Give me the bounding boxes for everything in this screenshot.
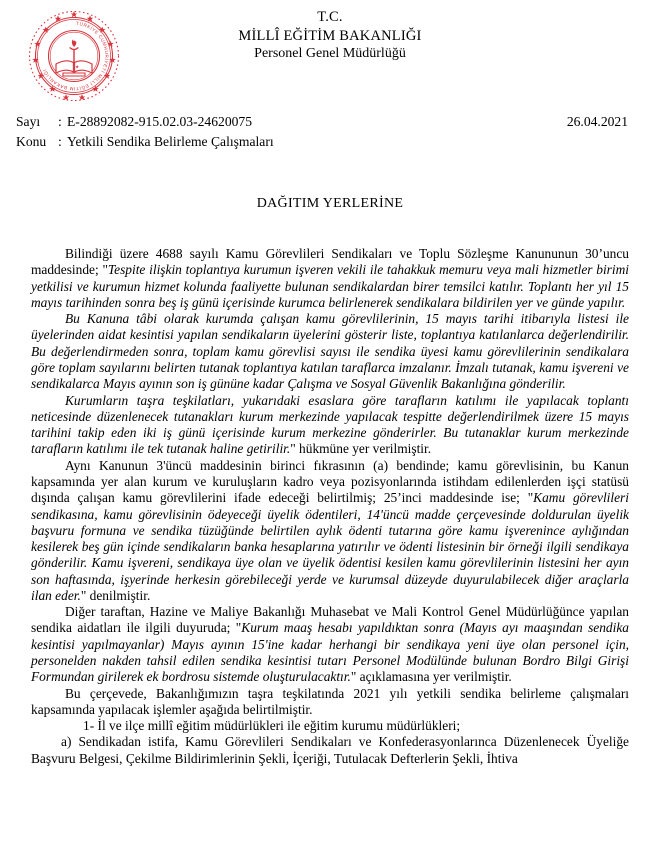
sayi-label: Sayı [16,114,41,129]
konu-label: Konu [16,134,47,150]
paragraph-p6 [31,686,629,719]
segment-italic: Kamu görevlileri sendikasına, kamu görevlisinin ödeyeceği üyelik ödentileri, 14'üncü madde çerçevesinde doldurulan üyelik başvuru formuna ve sendika tüzüğünde belirtilen aylık ödenti tutarına göre kamu işverenince aylığından kesilerek beş gün içinde sendikaların banka hesaplarına yatırılır ve ödenti listesinin bir örneği ilgili sendikaya gönderilir. Kamu işvereni, sendikaya üye olan ve üyelik ödentisi kesilen kamu görevlilerinin listesini her ayın son haftasında, işyerinde herkesin görebileceği yerde ve kurumsal düzeyde duyurulabilecek diğer araçlarla ilan eder. [31,490,629,603]
department-name: Personel Genel Müdürlüğü [254,46,406,62]
sayi-separator: : [58,114,62,129]
document-body [0,246,660,767]
segment-normal: " açıklamasına yer verilmiştir. [350,669,512,685]
segment-normal: 1- İl ve ilçe millî eğitim müdürlükleri ile eğitim kurumu müdürlükleri; [83,718,461,734]
konu-separator: : [58,134,62,150]
letterhead [0,0,660,112]
republic-label: T.C. [317,9,343,25]
document-meta [0,112,660,158]
segment-normal: Diğer taraftan, Hazine ve Maliye Bakanlığı Muhasebat ve Mali Kontrol Genel Müdürlüğünce yapılan sendika aidatları ile ilgili duyuruda; " [31,604,629,636]
paragraph-p2 [31,311,629,392]
segment-normal: " denilmiştir. [80,587,151,603]
paragraph-item1 [31,718,629,734]
document-date: 26.04.2021 [566,114,628,129]
segment-italic: Kurum maaş hesabı yapıldıktan sonra (Mayıs ayı maaşından sendika kesintisi yapılmayanlar) Mayıs ayının 15'ine kadar herhangi bir sendikaya yeni üye olan personel için, personelden nakden tahsil edilen sendika kesintisi tutarı Personel Modülünde bulunan Bordro Bilgi Girişi Formundan girilerek ek bordrosu sistemde oluşturulacaktır. [31,620,629,685]
segment-normal: " hükmüne yer verilmiştir. [290,441,432,457]
ministry-seal-icon [22,6,126,106]
segment-normal: Aynı Kanunun 3'üncü maddesinin birinci fıkrasının (a) bendinde; kamu görevlisinin, bu Kanun kapsamında yer alan kurum ve kuruluşların kadro veya pozisyonlarında istihdam edilenlerden işçi statüsü dışında çalışan kamu görevlilerini ifade edeceği belirtilmiş; 25’inci maddesinde ise; " [31,457,629,506]
letterhead-titles [150,8,510,63]
paragraph-itemA [31,734,629,767]
konu-value: Yetkili Sendika Belirleme Çalışmaları [67,134,274,150]
konu-row [16,132,630,152]
paragraph-p5 [31,604,629,685]
segment-normal: Bilindiği üzere 4688 sayılı Kamu Görevlileri Sendikaları ve Toplu Sözleşme Kanununun 30’uncu maddesinde; " [31,246,629,278]
paragraph-p3 [31,393,629,458]
segment-normal: a) Sendikadan istifa, Kamu Görevlileri Sendikaları ve Konfederasyonlarınca Düzenlenecek Üyeliğe Başvuru Belgesi, Çekilme Bildirimlerinin Şekli, İçeriği, Tutulacak Defterlerin Şekli, İhtiva [31,734,629,766]
paragraph-p4 [31,458,629,605]
ministry-name: MİLLÎ EĞİTİM BAKANLIĞI [238,27,422,44]
segment-italic: Bu Kanuna tâbi olarak kurumda çalışan kamu görevlilerinin, 15 mayıs tarihi itibarıyla listesi ile üyelerinden aidat kesintisi yapılan sendikaların üyelerini gösterir liste, toplantıya katılanlarca değerlendirilir. Bu değerlendirmeden sonra, toplam kamu görevlisi sayısı ile sendika üyesi kamu görevlilerinin sendikalara göre toplam sayılarını belirten tutanak toplantıya katılan taraflarca imzalanır. İmzalı tutanak, kamu işvereni ve sendikalarca Mayıs ayının son iş gününe kadar Çalışma ve Sosyal Güvenlik Bakanlığına gönderilir. [31,311,629,392]
segment-italic: Tespite ilişkin toplantıya kurumun işveren vekili ile tahakkuk memuru veya mali hizmetler birimi yetkilisi ve kurumun hizmet kolunda faaliyette bulunan sendikalardan birer temsilci katılır. Toplantı her yıl 15 mayıs tarihinden sonra beş iş günü içerisinde kurumca belirlenerek sendikalara bildirilen yer ve günde yapılır. [31,262,629,310]
sayi-value: E-28892082-915.02.03-24620075 [67,114,253,129]
sayi-row [16,112,630,132]
segment-italic: Kurumların taşra teşkilatları, yukarıdaki esaslara göre tarafların katılımı ile yapılacak toplantı neticesinde düzenlenecek tutanakları kurum merkezinde yapılacak tespitte değerlendirilmek üzere 15 mayıs tarihini takip eden iki iş günü içerisinde kurum merkezine gönderirler. Bu tutanaklar kurum merkezinde tarafların katılımı ile tek tutanak haline getirilir. [31,392,629,457]
segment-normal: Bu çerçevede, Bakanlığımızın taşra teşkilatında 2021 yılı yetkili sendika belirleme çalışmaları kapsamında yapılacak işlemler aşağıda belirtilmiştir. [31,685,629,717]
recipient-heading: DAĞITIM YERLERİNE [256,196,404,211]
svg-text:TÜRKİYE CUMHURİYETİ MİLLİ EĞİT: TÜRKİYE CUMHURİYETİ MİLLİ EĞİTİM BAKANLIĞI [41,20,110,92]
paragraph-p1 [31,246,629,311]
